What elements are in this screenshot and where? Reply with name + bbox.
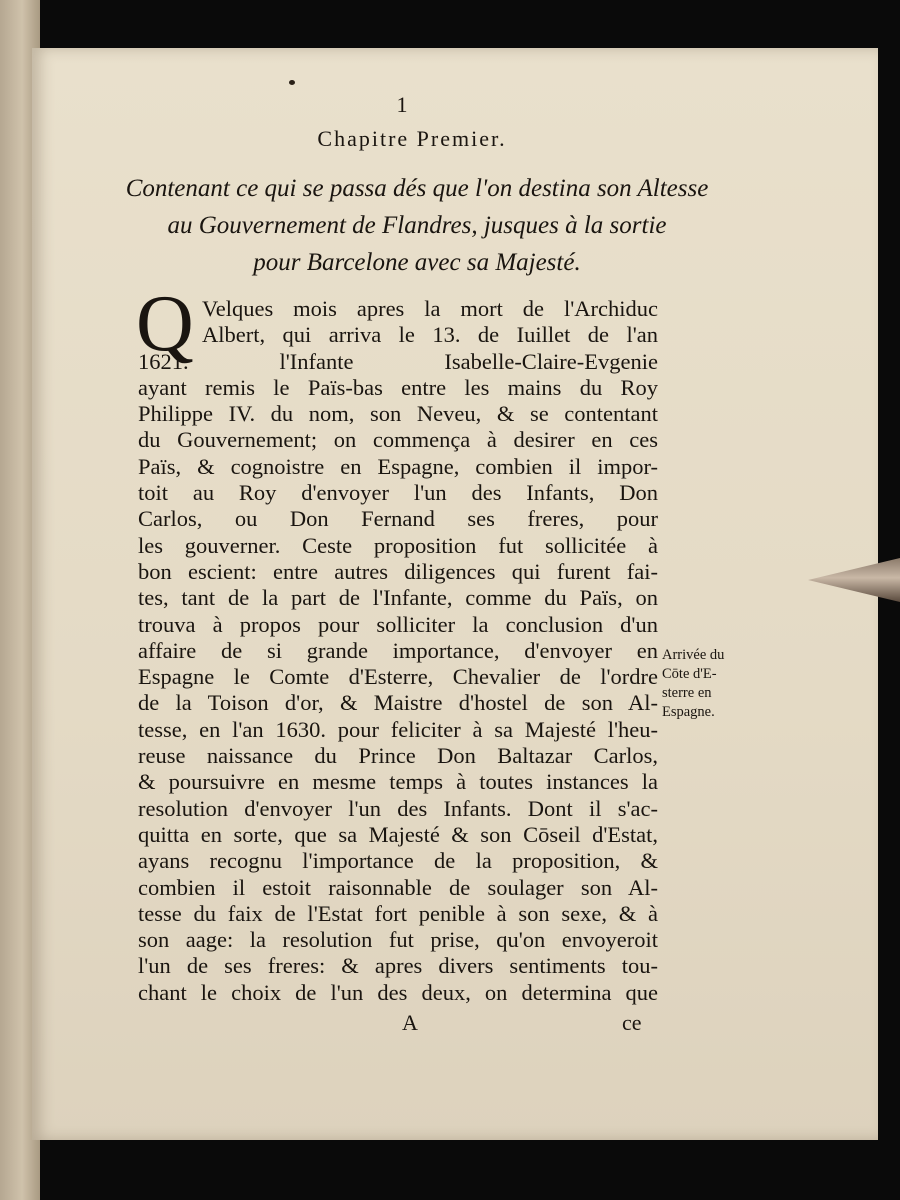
page-number: 1 bbox=[396, 92, 408, 117]
margin-note-line: sterre en bbox=[662, 685, 712, 701]
body-line: quitta en sorte, que sa Majesté & son Cōseil d'Estat, bbox=[138, 821, 658, 847]
chapter-subtitle bbox=[122, 170, 712, 281]
body-line: tesse du faix de l'Estat fort penible à son sexe, & à bbox=[138, 900, 658, 926]
body-line: de la Toison d'or, & Maistre d'hostel de son Al- bbox=[138, 690, 658, 716]
body-line: ayans recognu l'importance de la proposition, & bbox=[138, 848, 658, 874]
drop-cap: Q bbox=[136, 280, 194, 368]
body-line: ayant remis le Païs-bas entre les mains du Roy bbox=[138, 374, 658, 400]
body-text bbox=[138, 296, 658, 1006]
body-line: Velques mois apres la mort de l'Archiduc bbox=[202, 296, 658, 321]
body-line: bon escient: entre autres diligences qui furent fai- bbox=[138, 558, 658, 584]
body-line: combien il estoit raisonnable de soulager son Al- bbox=[138, 874, 658, 900]
body-line: & poursuivre en mesme temps à toutes instances la bbox=[138, 769, 658, 795]
subtitle-line: pour Barcelone avec sa Majesté. bbox=[253, 249, 581, 276]
body-line: l'un de ses freres: & apres divers sentiments tou- bbox=[138, 953, 658, 979]
body-line: affaire de si grande importance, d'envoyer en bbox=[138, 637, 658, 663]
chapter-title: Chapitre Premier. bbox=[317, 126, 507, 151]
catchword: ce bbox=[622, 1010, 642, 1035]
body-line: trouva à propos pour solliciter la conclusion d'un bbox=[138, 611, 658, 637]
body-line: Philippe IV. du nom, son Neveu, & se contentant bbox=[138, 401, 658, 427]
body-line: reuse naissance du Prince Don Baltazar Carlos, bbox=[138, 743, 658, 769]
book-page bbox=[32, 48, 878, 1140]
body-line: chant le choix de l'un des deux, on determina que bbox=[138, 979, 658, 1005]
subtitle-line: Contenant ce qui se passa dés que l'on destina son Altesse bbox=[125, 175, 709, 202]
margin-note-line: Cōte d'E- bbox=[662, 666, 717, 682]
body-line: tes, tant de la part de l'Infante, comme du Païs, on bbox=[138, 585, 658, 611]
signature-mark: A bbox=[402, 1010, 418, 1035]
body-line: tesse, en l'an 1630. pour feliciter à sa Majesté l'heu- bbox=[138, 716, 658, 742]
ink-dot bbox=[289, 80, 295, 85]
body-line: les gouverner. Ceste proposition fut sollicitée à bbox=[138, 532, 658, 558]
body-line: son aage: la resolution fut prise, qu'on envoyeroit bbox=[138, 927, 658, 953]
body-line: toit au Roy d'envoyer l'un des Infants, Don bbox=[138, 480, 658, 506]
margin-note-line: Arrivée du bbox=[662, 647, 725, 663]
margin-note-line: Espagne. bbox=[662, 704, 715, 720]
body-line: du Gouvernement; on commença à desirer en ces bbox=[138, 427, 658, 453]
margin-note bbox=[662, 646, 746, 722]
subtitle-line: au Gouvernement de Flandres, jusques à la sortie bbox=[167, 212, 667, 239]
body-line: 1621. l'Infante Isabelle-Claire-Evgenie bbox=[138, 348, 658, 374]
body-line: Albert, qui arriva le 13. de Iuillet de l'an bbox=[202, 322, 658, 348]
body-line: Espagne le Comte d'Esterre, Chevalier de l'ordre bbox=[138, 664, 658, 690]
body-line: resolution d'envoyer l'un des Infants. Dont il s'ac- bbox=[138, 795, 658, 821]
body-line: Carlos, ou Don Fernand ses freres, pour bbox=[138, 506, 658, 532]
body-line: Païs, & cognoistre en Espagne, combien il impor- bbox=[138, 453, 658, 479]
